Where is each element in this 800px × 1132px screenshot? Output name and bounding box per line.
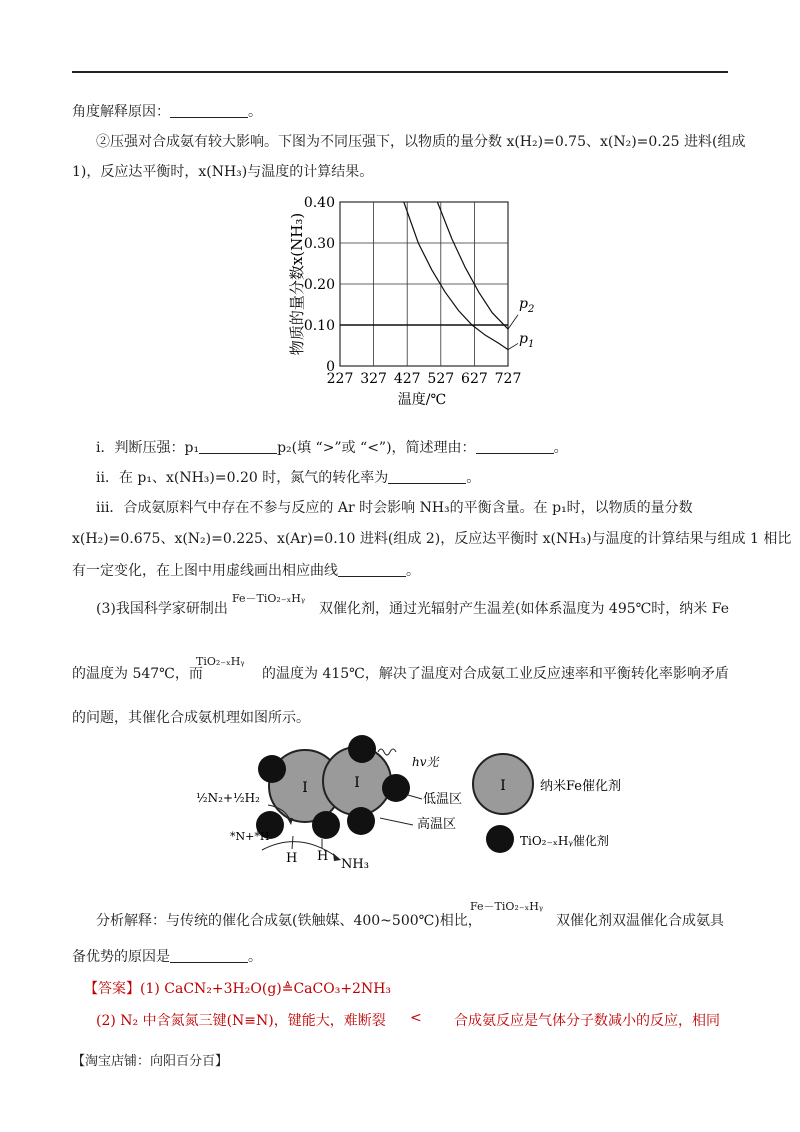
- x-tick-627: 627: [461, 371, 488, 387]
- x-axis-label: 温度/℃: [397, 392, 447, 408]
- tio2-dot-1: [258, 755, 286, 783]
- footer-shop: 【淘宝店铺：向阳百分百】: [72, 1054, 229, 1069]
- formula-tio2-1: TiO₂₋ₓHᵧ: [196, 655, 245, 668]
- answer-blank-ii[interactable]: [388, 469, 466, 484]
- reactant-label: ½N₂+½H₂: [196, 791, 260, 805]
- chart-ticks: [304, 195, 522, 387]
- p1-leader: [508, 343, 518, 349]
- x-tick-227: 227: [326, 371, 354, 387]
- question-i-end: 。: [553, 440, 568, 456]
- answer-tag: 【答案】: [84, 981, 140, 997]
- question-iii-line3: [72, 560, 420, 580]
- answer-blank-iii[interactable]: [338, 562, 406, 577]
- high-temp-label: 高温区: [417, 817, 457, 832]
- x-tick-727: 727: [494, 371, 522, 387]
- line-reason-end: 。: [248, 104, 262, 120]
- legend-tio2-dot: [486, 825, 514, 853]
- tio2-dot-4: [312, 811, 340, 839]
- y-tick-0.10: 0.10: [303, 318, 335, 334]
- series-line-p2: [437, 202, 508, 329]
- chart-grid: [340, 202, 508, 366]
- answer-2a: (2) N₂ 中含氮氮三键(N≡N)，键能大，难断裂: [96, 1013, 386, 1029]
- line-reason-text: 角度解释原因：: [72, 104, 170, 120]
- formula-fe-tio2-1: Fe－TiO₂₋ₓHᵧ: [232, 592, 306, 605]
- legend-tio2-text: TiO₂₋ₓHᵧ催化剂: [520, 834, 609, 848]
- y-tick-0: 0: [326, 359, 335, 375]
- product-arrowhead: [333, 853, 341, 861]
- question-iii-text: 有一定变化，在上图中用虚线画出相应曲线: [72, 563, 338, 579]
- intermediate-label: *N+*H: [230, 830, 270, 843]
- series-label-p2: $p_2$: [519, 296, 535, 315]
- series-label-p1: $p_1$: [519, 331, 535, 350]
- question-i-text-b: p₂(填 “>”或 “<”)，简述理由：: [277, 440, 476, 456]
- reactant-arrowhead: [287, 818, 293, 825]
- x-tick-527: 527: [427, 371, 455, 387]
- para-catalyst-line1-b: 双催化剂，通过光辐射产生温差(如体系温度为 495℃时，纳米 Fe: [319, 601, 729, 617]
- chart-curves: [340, 202, 518, 350]
- fe-label-right: I: [354, 775, 360, 791]
- question-i-text-a: i．判断压强：p₁: [96, 440, 200, 456]
- para-catalyst-line3: 的问题，其催化合成氨机理如图所示。: [72, 710, 310, 726]
- low-temp-label: 低温区: [423, 792, 463, 807]
- answer-line1: [84, 978, 391, 998]
- para-analysis-a: 分析解释：与传统的催化合成氨(铁触媒、400~500℃)相比，: [96, 913, 482, 929]
- para-catalyst-line2-a: 的温度为 547℃，而: [72, 666, 203, 682]
- para-analysis-end: 。: [248, 949, 262, 965]
- para-analysis-b: 双催化剂双温催化合成氨具: [556, 913, 724, 929]
- h-bond-1: [292, 836, 293, 849]
- answer-blank-analysis[interactable]: [170, 948, 248, 963]
- legend-fe-label: I: [500, 778, 506, 794]
- high-temp-leader: [380, 818, 413, 825]
- low-temp-leader: [408, 795, 422, 799]
- series-line-p1: [404, 202, 508, 350]
- question-ii: [96, 467, 480, 487]
- h-atom-2: H: [317, 849, 329, 864]
- x-tick-327: 327: [360, 371, 387, 387]
- y-tick-0.40: 0.40: [303, 195, 335, 211]
- mechanism-diagram: [185, 732, 645, 880]
- para-catalyst-line2-b: 的温度为 415℃，解决了温度对合成氨工业反应速率和平衡转化率影响矛盾: [262, 666, 729, 682]
- tio2-dot-5: [347, 807, 375, 835]
- y-tick-0.20: 0.20: [303, 277, 335, 293]
- para-catalyst-line1-a: (3)我国科学家研制出: [96, 601, 228, 617]
- answer-blank-i-2[interactable]: [476, 439, 554, 454]
- legend-fe-text: 纳米Fe催化剂: [540, 779, 622, 794]
- product-label: NH₃: [341, 857, 369, 872]
- question-i: [96, 437, 568, 457]
- fe-label-left: I: [302, 780, 308, 796]
- tio2-dot-3: [382, 774, 410, 802]
- question-ii-text: ii．在 p₁、x(NH₃)=0.20 时，氮气的转化率为: [96, 470, 389, 486]
- question-iii-end: 。: [406, 563, 420, 579]
- y-axis-label: 物质的量分数x(NH₃): [288, 212, 306, 356]
- header-rule: [72, 71, 728, 73]
- line-reason: [72, 101, 262, 121]
- para-pressure-line1: ②压强对合成氨有较大影响。下图为不同压强下，以物质的量分数 x(H₂)=0.75、x(N₂)=0.25 进料(组成: [96, 134, 746, 150]
- tio2-dot-2: [348, 735, 376, 763]
- answer-blank-1[interactable]: [170, 103, 248, 118]
- answer-2c: 合成氨反应是气体分子数减小的反应，相同: [454, 1013, 720, 1029]
- answer-2b: <: [410, 1010, 422, 1026]
- answer-blank-i-1[interactable]: [199, 439, 277, 454]
- para-analysis-c: 备优势的原因是: [72, 949, 170, 965]
- question-iii-line2: x(H₂)=0.675、x(N₂)=0.225、x(Ar)=0.10 进料(组成 2)，反应达平衡时 x(NH₃)与温度的计算结果与组成 1 相比: [72, 531, 792, 547]
- x-tick-427: 427: [393, 371, 421, 387]
- y-tick-0.30: 0.30: [303, 236, 335, 252]
- formula-fe-tio2-2: Fe－TiO₂₋ₓHᵧ: [470, 900, 544, 913]
- answer-1: (1) CaCN₂+3H₂O(g)≜CaCO₃+2NH₃: [140, 981, 392, 997]
- para-analysis-line2: [72, 946, 262, 966]
- light-label: hv光: [412, 755, 439, 769]
- question-ii-end: 。: [466, 470, 481, 486]
- h-atom-1: H: [286, 851, 298, 866]
- light-squiggle: [378, 749, 396, 755]
- nh3-temperature-chart: [280, 188, 540, 410]
- p2-leader: [508, 315, 518, 329]
- para-pressure-line2: 1)，反应达平衡时，x(NH₃)与温度的计算结果。: [72, 164, 374, 180]
- question-iii-line1: iii．合成氨原料气中存在不参与反应的 Ar 时会影响 NH₃的平衡含量。在 p₁时，以物质的量分数: [96, 500, 693, 516]
